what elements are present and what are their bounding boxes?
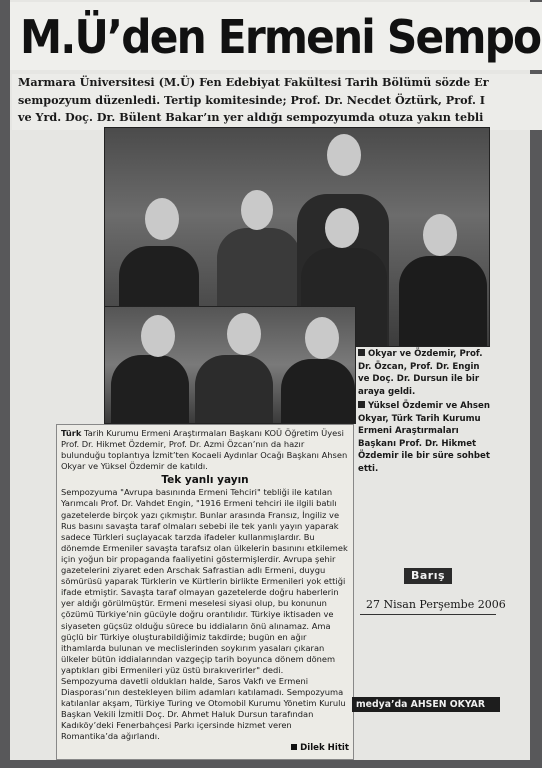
article-subhead: Tek yanlı yayın [161, 474, 249, 487]
intro-line: Marmara Üniversitesi (M.Ü) Fen Edebiyat Fakültesi Tarih Bölümü sözde Er [18, 75, 489, 89]
date-divider [360, 614, 496, 615]
trio-photo [104, 306, 356, 424]
intro-line: ve Yrd. Doç. Dr. Bülent Bakar’ın yer aldığı sempozyumda otuza yakın tebli [18, 110, 484, 124]
square-bullet-icon [291, 744, 297, 750]
caption-text: Yüksel Özdemir ve Ahsen Okyar, Türk Tarih Kurumu Ermeni Araştırmaları Başkanı Prof. Dr. Hikmet Özdemir ile bir süre sohbet etti. [358, 401, 490, 474]
lead-text: Tarih Kurumu Ermeni Araştırmaları Başkanı KOÜ Öğretim Üyesi Prof. Dr. Hikmet Özdemir, Prof. Dr. Azmi Özcan’nın da hazır bulunduğu toplantıya İzmit’ten Kocaeli Aydınlar Ocağı Başkanı Ahsen Okyar ve Yüksel Özdemir de katıldı. [61, 428, 348, 472]
byline-text: Dilek Hitit [300, 742, 349, 753]
publication-date: 27 Nisan Perşembe 2006 [366, 598, 506, 611]
headline-strip [10, 2, 542, 70]
article-body: Sempozyuma "Avrupa basınında Ermeni Tehciri" tebliği ile katılan Yarımcalı Prof. Dr. Vahdet Engin, "1916 Ermeni tehciri ile ilgili batılı gazetelerde birçok yazı çıkmıştır. Bunlar arasında Fransız, İngiliz ve Rus basını savaşta taraf olmaları sebebi ile tek yanlı yayın yaparak sadece Türkleri suçlayacak tarzda ifadeler kullanmışlardır. Bu dönemde Ermeniler savaşta tarafsız olan ülkelerin basınını etkilemek için yoğun bir propaganda faaliyetini göstermişlerdir. Avrupa şehir gazetelerini ziyaret eden Arschak Safrastian adlı Ermeni, duygu sömürüsü yaparak Türklerin ve Kürtlerin birlikte Ermenileri yok ettiği ifade etmiştir. Savaşta taraf olmayan gazetelerde doğru haberlerin yer aldığı görülmüştür. Ermeni meselesi siyasi olup, bu konunun çözümü Türkiye’nin gücüyle doğru orantılıdır. Türkiye iktisaden ve siyaseten güçsüz olduğu sürece bu iddiaların önü alınamaz. Ama güçlü bir Türkiye oluşturabildiğimiz takdirde; bugün en ağır ithamlarda bulunan ve meclislerinden soykırım yasaları çıkaran ülkeler bütün iddialarından vazgeçip tarih boyunca dönem dönem yaptıkları gibi Ermenileri yüz üstü bırakıverirler" dedi. [61, 487, 348, 675]
square-bullet-icon [358, 401, 365, 408]
square-bullet-icon [358, 349, 365, 356]
intro-paragraph [12, 74, 542, 130]
intro-line: sempozyum düzenledi. Tertip komitesinde; Prof. Dr. Necdet Öztürk, Prof. I [18, 92, 485, 107]
article-body-2: Sempozyuma davetli oldukları halde, Saros Vakfı ve Ermeni Diasporası’nın destekleyen bilim adamları katılamadı. Sempozyuma katılanlar akşam, Türkiye Turing ve Otomobil Kurumu Yönetim Kurulu Başkan Vekili İzmitli Doç. Dr. Ahmet Haluk Dursun tarafından Kadıköy’deki Fenerbahçesi Parkı içersinde hizmet veren Romantika’da ağırlandı. [61, 675, 346, 742]
article-lead [61, 428, 349, 472]
credit-banner: medya’da AHSEN OKYAR [352, 697, 500, 712]
article-column [56, 424, 354, 760]
newspaper-logo: Barış [404, 568, 452, 584]
article-byline [61, 743, 349, 753]
lead-strong: Türk [61, 428, 82, 438]
caption-text: Okyar ve Özdemir, Prof. Dr. Özcan, Prof. Dr. Engin ve Doç. Dr. Dursun ile bir araya geldi. [358, 349, 483, 397]
headline: M.Ü’den Ermeni Sempo [20, 10, 541, 64]
photo-caption-2 [358, 400, 490, 474]
photo-caption-1 [358, 348, 490, 400]
